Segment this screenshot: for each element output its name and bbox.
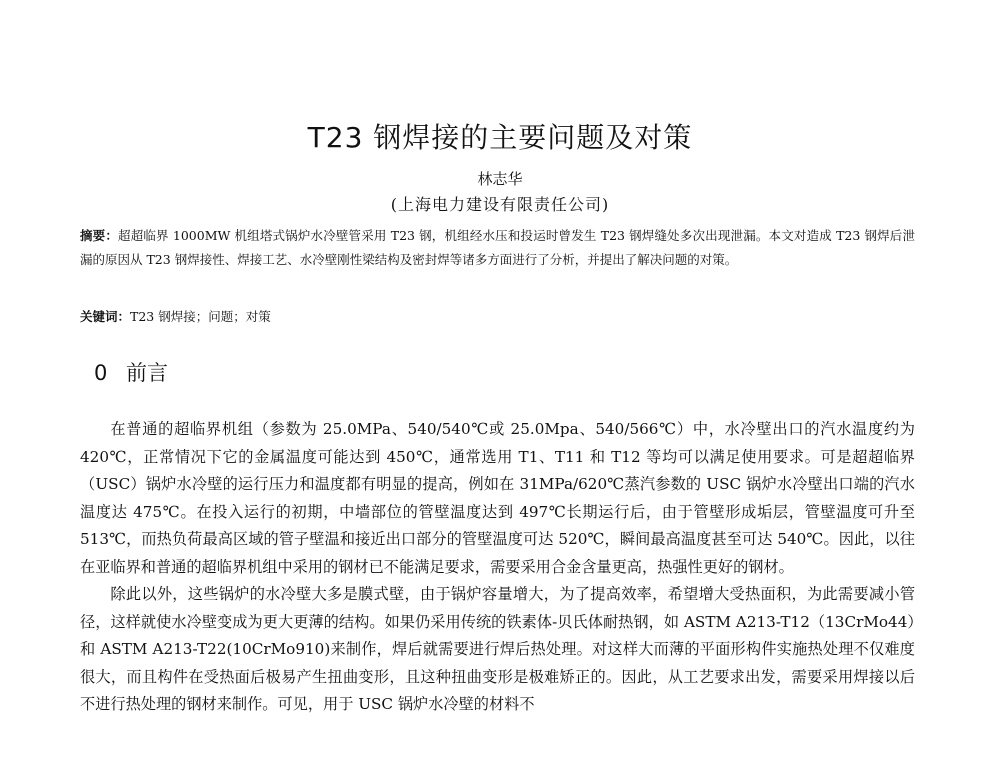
keywords-text: T23 钢焊接；问题；对策 [130,309,271,324]
section-heading [94,358,168,388]
abstract [80,224,915,272]
paragraph: 除此以外，这些锅炉的水冷壁大多是膜式壁，由于锅炉容量增大，为了提高效率，希望增大受热面积，为此需要减小管径，这样就使水冷壁变成为更大更薄的结构。如果仍采用传统的铁素体-贝氏体耐热钢，如 ASTM A213-T12（13CrMo44）和 ASTM A213-T22(10CrMo910)来制作，焊后就需要进行焊后热处理。对这样大而薄的平面形构件实施热处理不仅难度很大，而且构件在受热面后极易产生扭曲变形，且这种扭曲变形是极难矫正的。因此，从工艺要求出发，需要采用焊接以后不进行热处理的钢材来制作。可见，用于 USC 锅炉水冷壁的材料不 [80,585,915,713]
author-affiliation: (上海电力建设有限责任公司) [390,195,610,214]
paper-title: T23 钢焊接的主要问题及对策 [307,121,693,154]
body-text [80,416,915,719]
abstract-label: 摘要： [80,228,119,243]
paragraph: 在普通的超临界机组（参数为 25.0MPa、540/540℃或 25.0Mpa、540/566℃）中，水冷壁出口的汽水温度约为 420℃，正常情况下它的金属温度可能达到 450℃，通常选用 T1、T11 和 T12 等均可以满足使用要求。可是超超临界（USC）锅炉水冷壁的运行压力和温度都有明显的提高，例如在 31MPa/620℃蒸汽参数的 USC 锅炉水冷壁出口端的汽水温度达 475℃。在投入运行的初期，中墙部位的管壁温度达到 497℃长期运行后，由于管壁形成垢层，管壁温度可升至 513℃，而热负荷最高区域的管子壁温和接近出口部分的管壁温度可达 520℃，瞬间最高温度甚至可达 540℃。因此，以往在亚临界和普通的超临界机组中采用的钢材已不能满足要求，需要采用合金含量更高，热强性更好的钢材。 [80,420,915,576]
section-title: 前言 [126,361,168,385]
keywords-label: 关键词： [80,309,131,324]
abstract-text: 超超临界 1000MW 机组塔式锅炉水冷壁管采用 T23 钢，机组经水压和投运时曾发生 T23 钢焊缝处多次出现泄漏。本文对造成 T23 钢焊后泄漏的原因从 T23 钢焊接性、焊接工艺、水冷壁刚性梁结构及密封焊等诸多方面进行了分析，并提出了解决问题的对策。 [80,228,915,267]
keywords [80,306,915,328]
author-name: 林志华 [477,170,523,188]
section-number: 0 [94,361,108,385]
